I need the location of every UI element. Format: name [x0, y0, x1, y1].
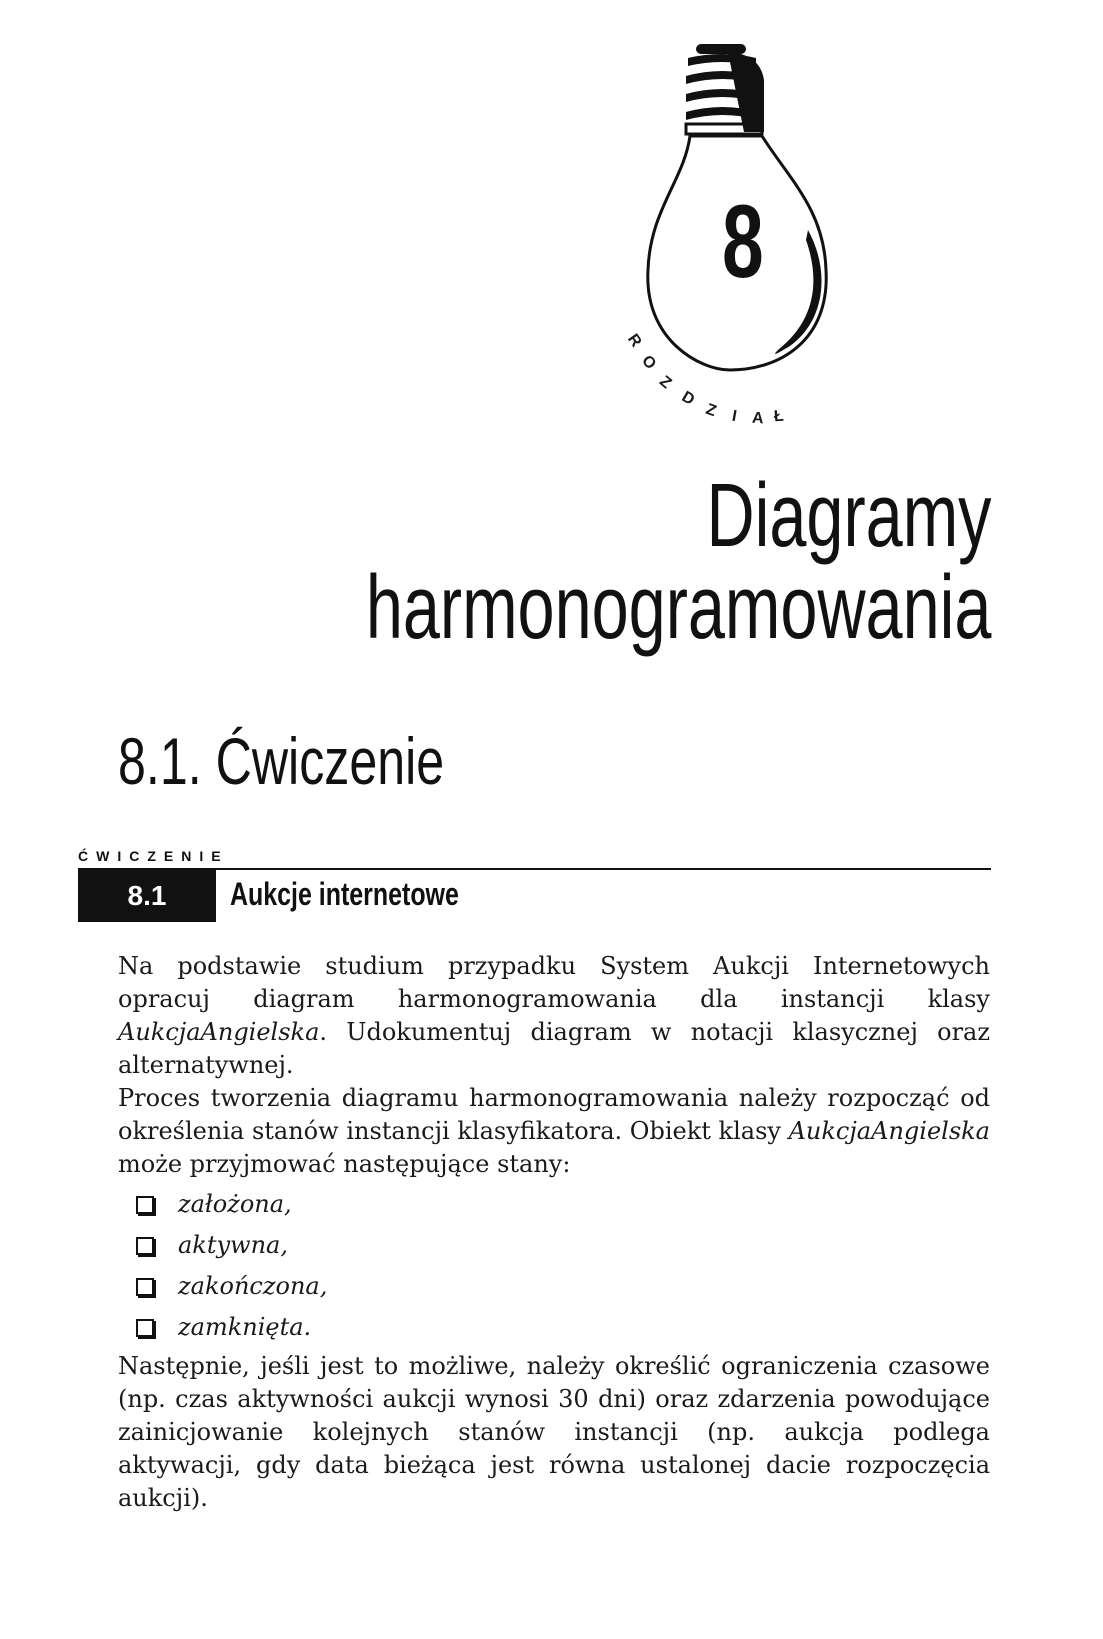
chapter-title-line2: harmonogramowania [365, 558, 991, 658]
paragraph-task-text-1: Na podstawie studium przypadku System Aukcji Internetowych opracuj diagram harmonogramowania dla instancji klasy [118, 952, 990, 1013]
paragraph-task [118, 950, 990, 1082]
chapter-label-arc: R O Z D Z I A Ł [623, 331, 785, 428]
state-label: zakończona, [178, 1272, 328, 1300]
list-item [136, 1266, 327, 1307]
list-item [136, 1307, 327, 1348]
paragraph-task-text-2: . Udokumentuj diagram w notacji klasycznej oraz alternatywnej. [118, 1018, 990, 1079]
checkbox-bullet-icon [136, 1319, 154, 1337]
class-name-italic: AukcjaAngielska [118, 1018, 320, 1046]
checkbox-bullet-icon [136, 1237, 154, 1255]
chapter-label [626, 332, 627, 333]
list-item [136, 1184, 327, 1225]
class-name-italic: AukcjaAngielska [788, 1117, 990, 1145]
states-list [136, 1184, 327, 1348]
chapter-number: 8 [722, 184, 764, 300]
state-label: aktywna, [178, 1231, 288, 1259]
paragraph-next-steps: Następnie, jeśli jest to możliwe, należy określić ograniczenia czasowe (np. czas aktywności aukcji wynosi 30 dni) oraz zdarzenia powodujące zainicjowanie kolejnych stanów instancji (np. aukcja podlega aktywacji, gdy data bieżąca jest równa ustalonej dacie rozpoczęcia aukcji). [118, 1352, 990, 1512]
checkbox-bullet-icon [136, 1278, 154, 1296]
chapter-title [365, 466, 991, 658]
exercise-number-badge: 8.1 [78, 870, 216, 922]
chapter-title-line1: Diagramy [706, 466, 991, 566]
state-label: zamknięta. [178, 1313, 312, 1341]
section-heading: 8.1. Ćwiczenie [118, 724, 445, 798]
exercise-label: ĆWICZENIE [78, 848, 229, 864]
paragraph-process-text-1: Proces tworzenia diagramu harmonogramowania należy rozpocząć od określenia stanów instancji klasyfikatora. Obiekt klasy [118, 1084, 990, 1145]
list-item [136, 1225, 327, 1266]
checkbox-bullet-icon [136, 1196, 154, 1214]
paragraph-process [118, 1082, 990, 1181]
exercise-title: Aukcje internetowe [230, 876, 459, 912]
paragraph-process-text-2: może przyjmować następujące stany: [118, 1150, 571, 1178]
state-label: założona, [178, 1190, 292, 1218]
